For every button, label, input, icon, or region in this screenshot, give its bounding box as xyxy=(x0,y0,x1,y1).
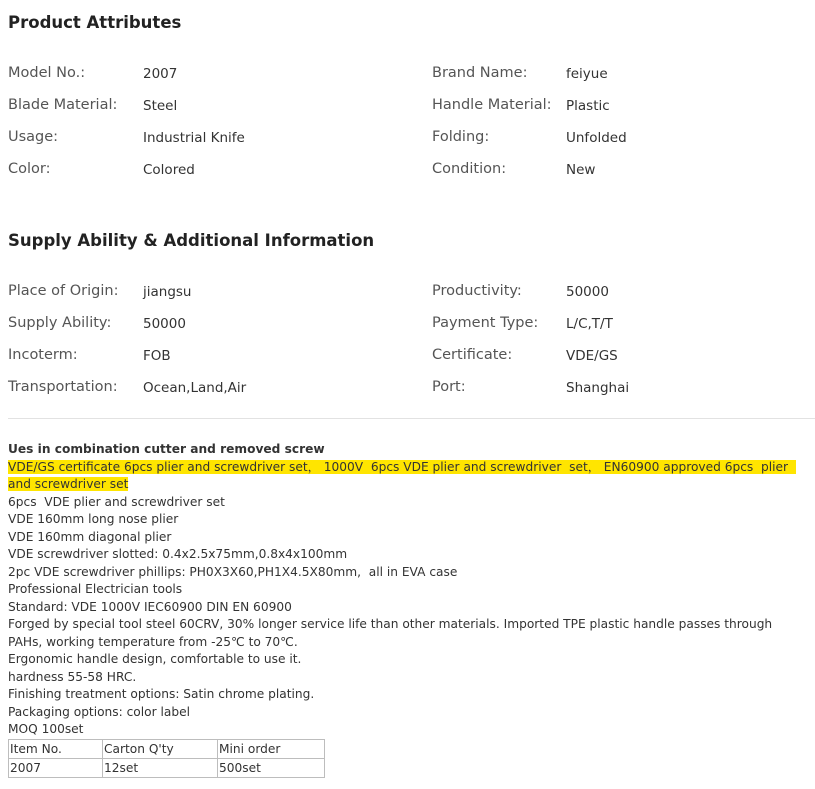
attr-label: Handle Material: xyxy=(432,97,552,113)
attr-label: Folding: xyxy=(432,129,490,145)
attr-label: Productivity: xyxy=(432,283,522,299)
attr-label: Model No.: xyxy=(8,65,86,81)
description-line: Ergonomic handle design, comfortable to use it. xyxy=(8,652,302,666)
attr-label: Certificate: xyxy=(432,347,513,363)
supply-ability-title: Supply Ability & Additional Information xyxy=(8,231,375,250)
attr-value: feiyue xyxy=(566,66,608,82)
attr-value: 50000 xyxy=(566,284,609,300)
attr-label: Color: xyxy=(8,161,51,177)
attr-value: L/C,T/T xyxy=(566,316,613,332)
table-header-cell: Mini order xyxy=(218,740,325,759)
attr-value: Steel xyxy=(143,98,178,114)
table-row xyxy=(9,759,325,778)
attr-value: Unfolded xyxy=(566,130,627,146)
description-line: 6pcs VDE plier and screwdriver set xyxy=(8,494,225,509)
attr-value: Shanghai xyxy=(566,380,630,396)
table-header-cell: Item No. xyxy=(9,740,103,759)
description-line: VDE screwdriver slotted: 0.4x2.5x75mm,0.8x4x100mm xyxy=(8,547,348,561)
attr-value: 2007 xyxy=(143,66,178,82)
attr-value: Industrial Knife xyxy=(143,130,245,146)
description-line: 2pc VDE screwdriver phillips: PH0X3X60,PH1X4.5X80mm, all in EVA case xyxy=(8,564,458,579)
attr-value: 50000 xyxy=(143,316,186,332)
attr-value: jiangsu xyxy=(143,284,192,300)
description-line: Packaging options: color label xyxy=(8,704,190,719)
highlighted-text: VDE/GS certificate 6pcs plier and screwdriver set， 1000V 6pcs VDE plier and screwdriver set， EN60900 approved 6pcs plier and screwdriver set xyxy=(8,459,796,491)
attr-label: Blade Material: xyxy=(8,97,118,113)
attr-label: Port: xyxy=(432,379,466,395)
description-line: hardness 55-58 HRC. xyxy=(8,669,137,684)
product-attributes-title: Product Attributes xyxy=(8,13,182,32)
description-line: Standard: VDE 1000V IEC60900 DIN EN 60900 xyxy=(8,599,292,614)
attr-value: VDE/GS xyxy=(566,348,618,364)
product-description xyxy=(8,441,808,739)
attr-label: Brand Name: xyxy=(432,65,528,81)
description-line: Finishing treatment options: Satin chrome plating. xyxy=(8,687,315,701)
attr-value: FOB xyxy=(143,348,171,364)
attr-label: Transportation: xyxy=(8,379,118,395)
attr-value: New xyxy=(566,162,596,178)
section-divider xyxy=(8,418,815,419)
description-heading: Ues in combination cutter and removed screw xyxy=(8,442,325,456)
description-line: MOQ 100set xyxy=(8,722,84,736)
table-header-row xyxy=(9,740,325,759)
table-header-cell: Carton Q'ty xyxy=(103,740,218,759)
attr-label: Incoterm: xyxy=(8,347,78,363)
table-cell: 500set xyxy=(218,759,325,778)
attr-value: Plastic xyxy=(566,98,610,114)
attr-label: Condition: xyxy=(432,161,507,177)
attr-label: Supply Ability: xyxy=(8,315,112,331)
description-line: VDE 160mm long nose plier xyxy=(8,512,179,526)
attr-label: Usage: xyxy=(8,129,59,145)
table-cell: 12set xyxy=(103,759,218,778)
attr-label: Payment Type: xyxy=(432,315,539,331)
moq-table xyxy=(8,739,325,778)
attr-label: Place of Origin: xyxy=(8,283,119,299)
table-cell: 2007 xyxy=(9,759,103,778)
description-line: Professional Electrician tools xyxy=(8,582,183,596)
attr-value: Ocean,Land,Air xyxy=(143,380,247,396)
description-line: VDE 160mm diagonal plier xyxy=(8,529,172,544)
description-line: Forged by special tool steel 60CRV, 30% longer service life than other materials. Imported TPE plastic handle passes through PAHs, working temperature from -25℃ to 70℃. xyxy=(8,617,777,649)
attr-value: Colored xyxy=(143,162,195,178)
